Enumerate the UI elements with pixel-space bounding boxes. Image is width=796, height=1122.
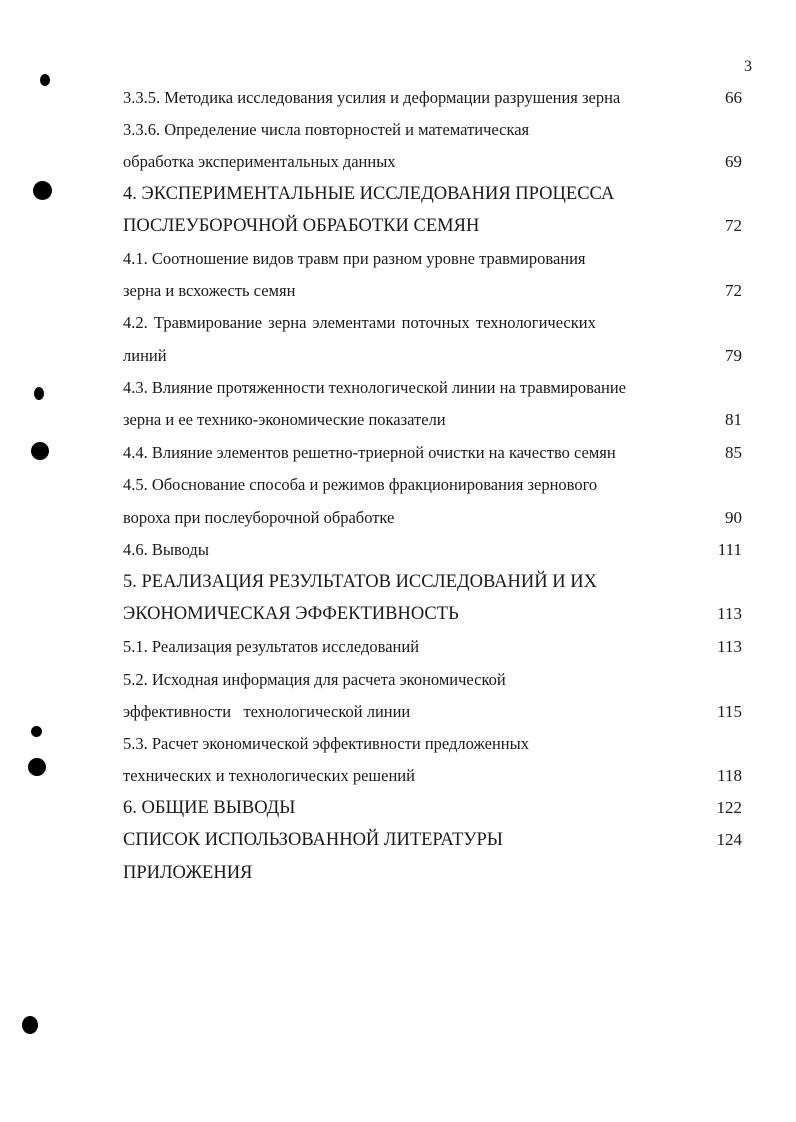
toc-line-text: эффективности технологической линии [123,702,411,721]
toc-line-page: 124 [716,830,742,849]
toc-line [0,276,796,306]
toc-line [0,341,796,371]
toc-line-text: ПОСЛЕУБОРОЧНОЙ ОБРАБОТКИ СЕМЯН [123,216,480,236]
toc-line [0,665,796,695]
toc-line-text: 4.1. Соотношение видов травм при разном уровне травмирования [123,249,586,268]
toc-line-text: вороха при послеуборочной обработке [123,508,395,527]
hole-mark [22,1016,38,1034]
toc-line [0,179,796,209]
toc-line-text: зерна и ее технико-экономические показатели [123,410,446,429]
toc-line-text: технических и технологических решений [123,766,415,785]
toc-line [0,470,796,500]
toc-line-text: 3.3.6. Определение числа повторностей и математическая [123,120,530,139]
toc-line-text: 5.3. Расчет экономической эффективности предложенных [123,734,529,753]
toc-line [0,438,796,468]
toc-line-page: 72 [725,216,742,235]
toc-line-text: 4.3. Влияние протяженности технологической линии на травмирование [123,378,627,397]
toc-line-text: 5.1. Реализация результатов исследований [123,637,420,656]
toc-line [0,244,796,274]
toc-line-page: 79 [725,346,742,365]
page-number: 3 [744,58,752,75]
toc-line-page: 81 [725,410,742,429]
toc-line [0,632,796,662]
toc-line-page: 90 [725,508,742,527]
toc-line-page: 72 [725,281,742,300]
toc-line [0,405,796,435]
toc-line-text: ЭКОНОМИЧЕСКАЯ ЭФФЕКТИВНОСТЬ [123,604,459,624]
toc-line [0,115,796,145]
toc-line-text: 4.6. Выводы [123,540,209,559]
toc-line-page: 115 [717,702,742,721]
toc-line-page: 85 [725,443,742,462]
toc-line-text: 4.4. Влияние элементов решетно-триерной очистки на качество семян [123,443,616,462]
toc-line [0,308,796,338]
toc-line-text: линий [123,346,167,365]
toc-line [0,697,796,727]
toc-line-text: 4.5. Обоснование способа и режимов фракционирования зернового [123,475,598,494]
toc-line-page: 118 [717,766,742,785]
toc-line-text: 3.3.5. Методика исследования усилия и деформации разрушения зерна [123,88,621,107]
toc-line-page: 69 [725,152,742,171]
toc-line [0,729,796,759]
toc-line-page: 66 [725,88,742,107]
toc-line [0,147,796,177]
toc-line [0,567,796,597]
toc-line-text: 4.2. Травмирование зерна элементами поточных технологических [123,313,596,332]
toc-line [0,858,796,888]
toc-line [0,211,796,241]
toc-line-page: 111 [717,540,742,559]
toc-line-text: 5. РЕАЛИЗАЦИЯ РЕЗУЛЬТАТОВ ИССЛЕДОВАНИЙ И ИХ [123,572,597,592]
toc-line-text: СПИСОК ИСПОЛЬЗОВАННОЙ ЛИТЕРАТУРЫ [123,830,503,850]
toc-line [0,761,796,791]
toc-line [0,825,796,855]
toc-line [0,599,796,629]
toc-line-text: обработка экспериментальных данных [123,152,396,171]
toc-line-text: 6. ОБЩИЕ ВЫВОДЫ [123,798,296,818]
toc-line-text: зерна и всхожесть семян [123,281,296,300]
toc-line-text: ПРИЛОЖЕНИЯ [123,863,253,883]
toc-line-text: 5.2. Исходная информация для расчета экономической [123,670,506,689]
toc-line [0,83,796,113]
toc-line-page: 122 [716,798,742,817]
toc-line [0,793,796,823]
toc-line-text: 4. ЭКСПЕРИМЕНТАЛЬНЫЕ ИССЛЕДОВАНИЯ ПРОЦЕССА [123,184,615,204]
toc-line-page: 113 [717,637,742,656]
toc-line-page: 113 [717,604,742,623]
toc-line [0,503,796,533]
toc-line [0,535,796,565]
toc-line [0,373,796,403]
